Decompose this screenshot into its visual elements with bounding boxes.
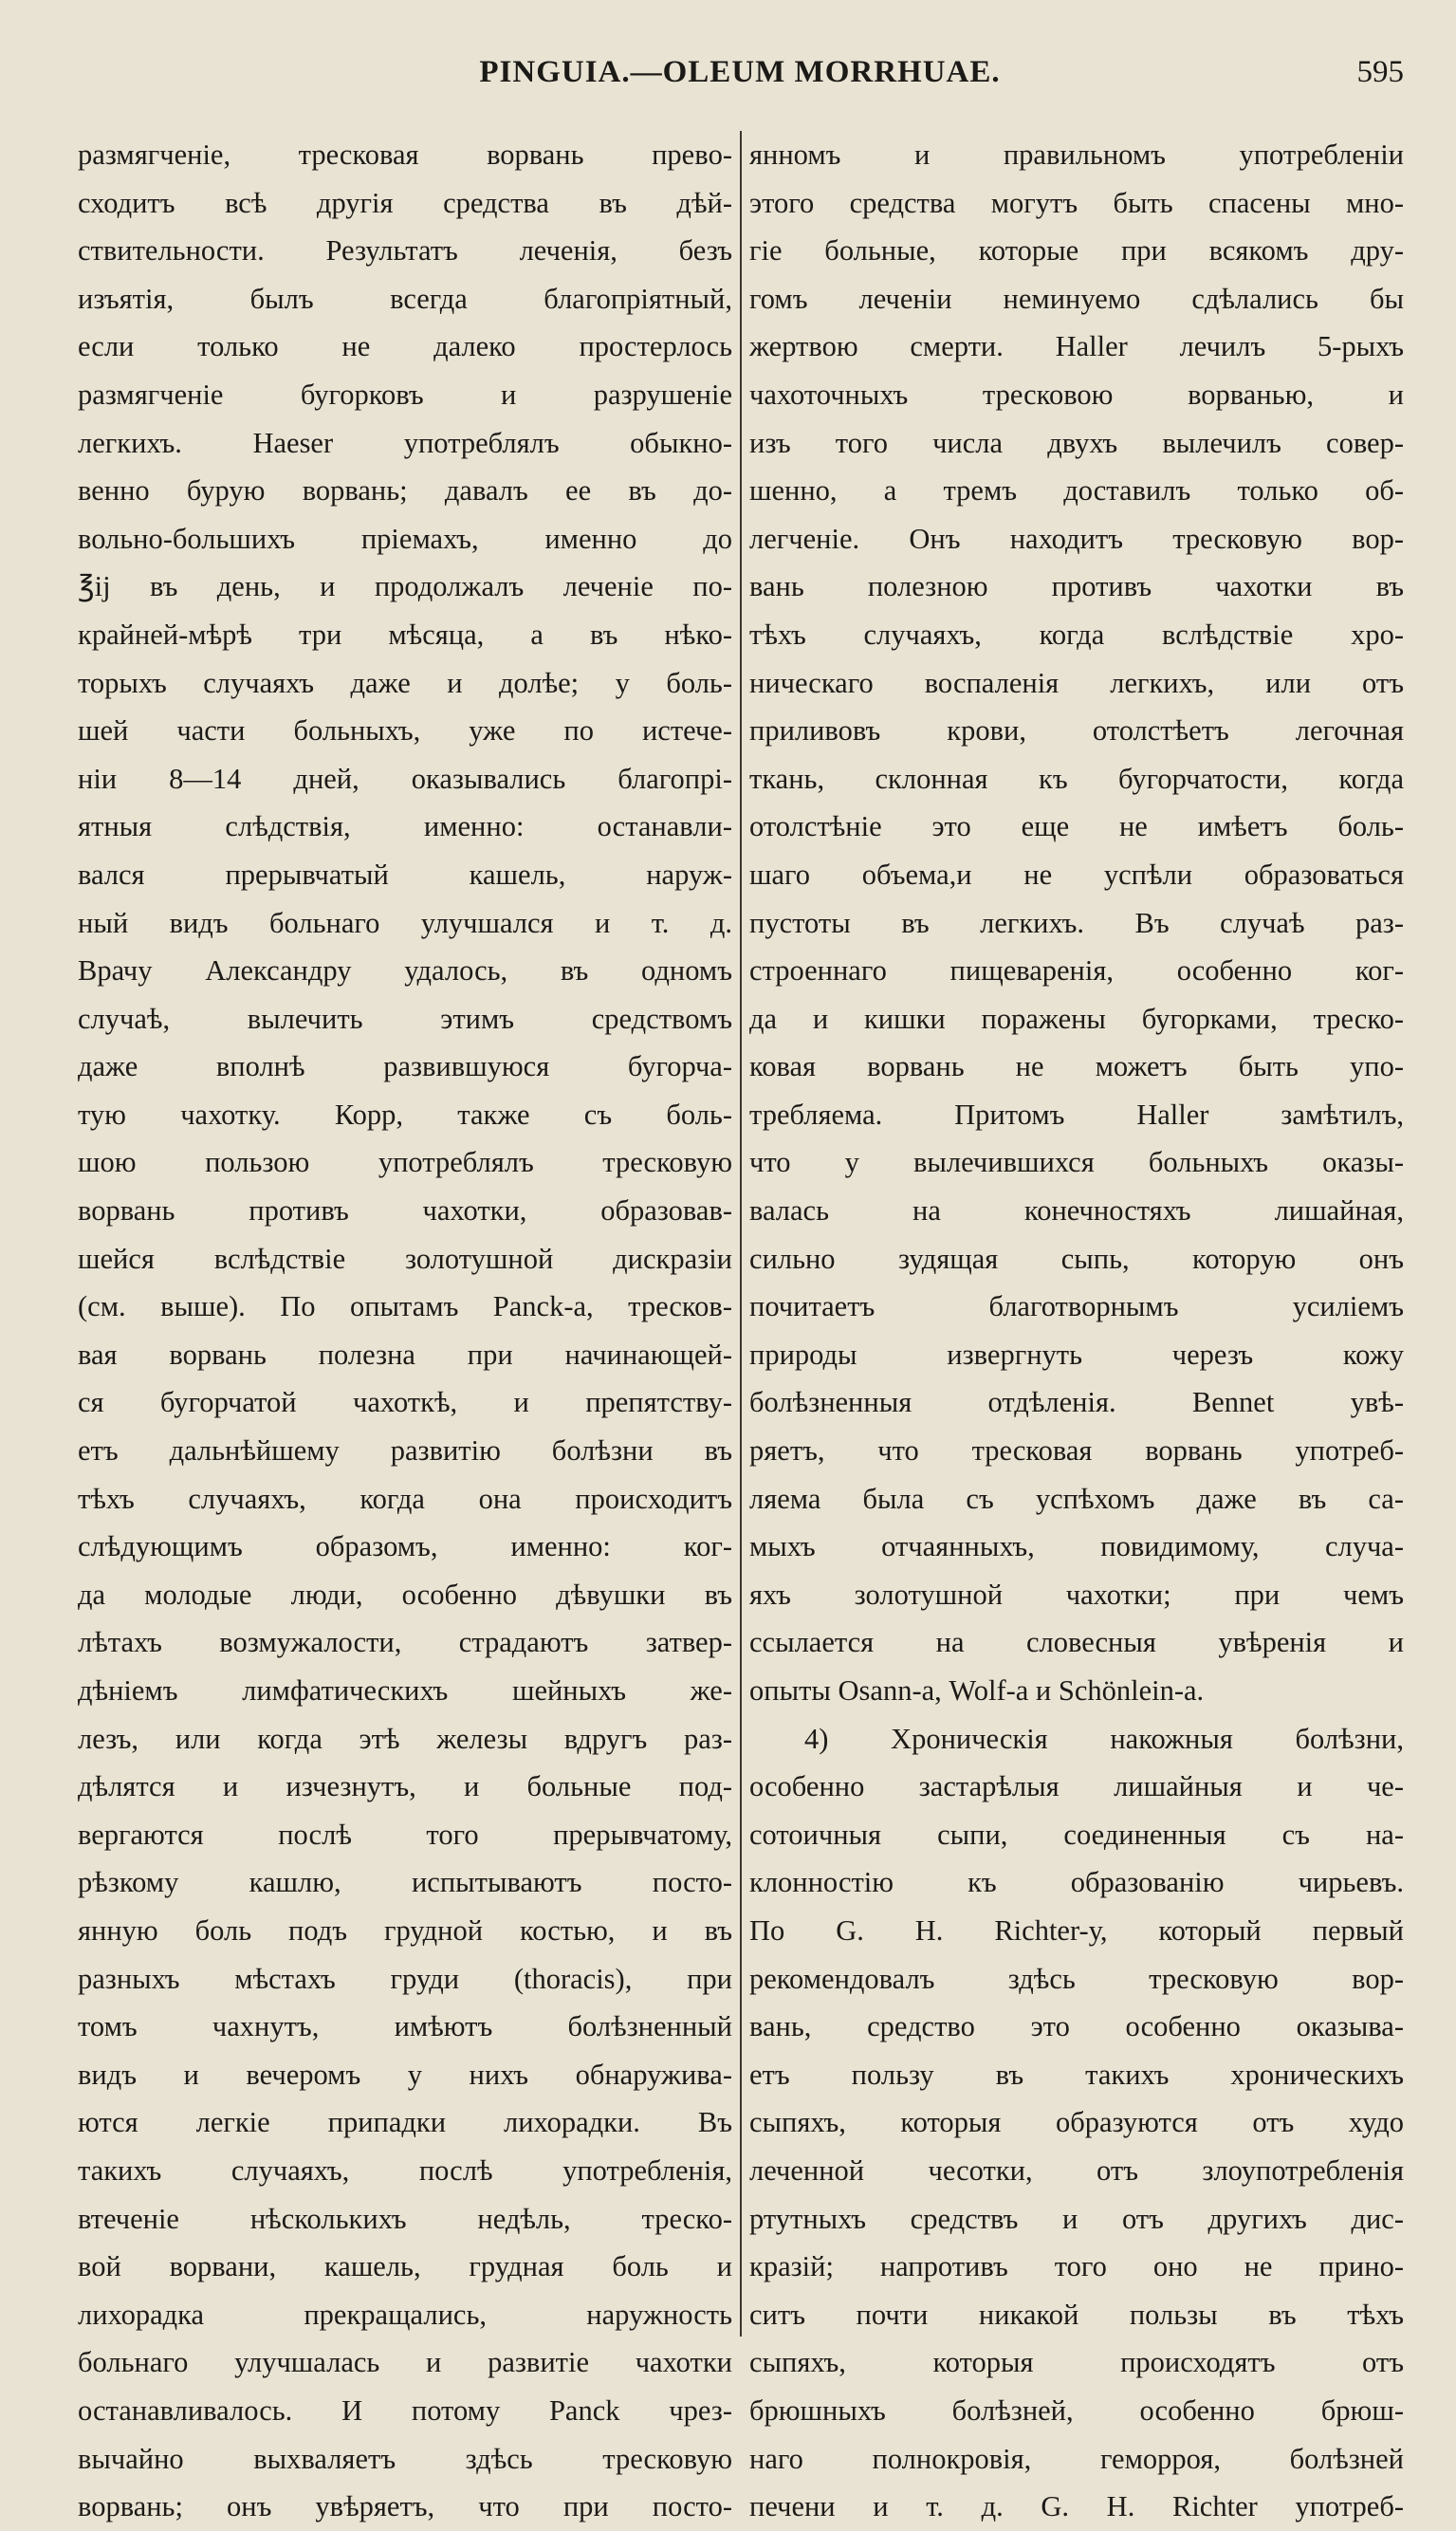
text-line: сильно зудящая сыпь, которую онъ xyxy=(749,1242,1404,1275)
text-line: размягченіе, тресковая ворвань превo- xyxy=(78,139,732,171)
text-line: шою пользою употреблялъ тресковую xyxy=(78,1146,732,1179)
text-line: опыты Osann-а, Wolf-а и Schönlein-а. xyxy=(749,1674,1205,1707)
right-text-column xyxy=(749,131,1404,2531)
text-line: янную боль подъ грудной костью, и въ xyxy=(78,1913,732,1947)
text-line: изъятія, былъ всегда благопріятный, xyxy=(78,282,732,315)
text-line: гіе больные, которые при всякомъ дру- xyxy=(749,234,1404,268)
text-line: По G. H. Richter-у, который первый xyxy=(749,1913,1404,1947)
text-line: что у вылечившихся больныхъ оказы- xyxy=(749,1146,1404,1179)
text-line: гомъ леченіи неминуемо сдѣлались бы xyxy=(749,282,1404,315)
text-line: етъ дальнѣйшему развитію болѣзни въ xyxy=(78,1434,732,1468)
text-line: ткань, склонная къ бугорчатости, когда xyxy=(749,762,1404,795)
text-line: шей части больныхъ, уже по истече- xyxy=(78,714,732,748)
text-line: изъ того числа двухъ вылечилъ совер- xyxy=(749,426,1404,459)
text-line: мыхъ отчаянныхъ, повидимому, случа- xyxy=(749,1530,1404,1563)
text-line: лѣтахъ возмужалости, страдаютъ затвер- xyxy=(78,1626,732,1659)
text-line: шаго объема,и не успѣли образоваться xyxy=(749,858,1404,891)
text-line: тѣхъ случаяхъ, когда вслѣдствіе хро- xyxy=(749,618,1404,651)
text-line: крайней-мѣрѣ три мѣсяца, а въ нѣко- xyxy=(78,618,732,651)
text-line: да и кишки поражены бугорками, треско- xyxy=(749,1002,1404,1035)
text-line: леченной чесотки, отъ злоупотребленія xyxy=(749,2153,1404,2187)
text-line: (см. выше). По опытамъ Panck-а, тресков- xyxy=(78,1290,732,1323)
text-line: ℥ij въ день, и продолжалъ леченіе по- xyxy=(78,570,732,603)
text-line: сыпяхъ, которыя образуются отъ худо xyxy=(749,2106,1404,2139)
text-line: вался прерывчатый кашель, наруж- xyxy=(78,858,732,891)
text-line: видъ и вечеромъ у нихъ обнаружива- xyxy=(78,2058,732,2091)
text-line: наго полнокровія, геморроя, болѣзней xyxy=(749,2442,1404,2475)
text-line: етъ пользу въ такихъ хроническихъ xyxy=(749,2058,1404,2091)
text-line: вань полезною противъ чахотки въ xyxy=(749,570,1404,603)
text-line: вольно-большихъ пріемахъ, именно до xyxy=(78,522,732,555)
text-line: случаѣ, вылечить этимъ средствомъ xyxy=(78,1002,732,1035)
text-line: лихорадка прекращались, наружность xyxy=(78,2298,732,2331)
column-divider xyxy=(740,131,742,2337)
text-line: ртутныхъ средствъ и отъ другихъ дис- xyxy=(749,2202,1404,2235)
text-line: вой ворвани, кашель, грудная боль и xyxy=(78,2250,732,2283)
text-line: этого средства могутъ быть спасены мно- xyxy=(749,186,1404,219)
text-line: пустоты въ легкихъ. Въ случаѣ раз- xyxy=(749,906,1404,939)
text-line: вергаются послѣ того прерывчатому, xyxy=(78,1818,732,1851)
text-line: строеннаго пищеваренія, особенно ког- xyxy=(749,954,1404,988)
text-line: ническаго воспаленія легкихъ, или отъ xyxy=(749,666,1404,699)
text-line: такихъ случаяхъ, послѣ употребленія, xyxy=(78,2153,732,2187)
text-line: ствительности. Результатъ леченія, безъ xyxy=(78,234,732,268)
text-line: шенно, а тремъ доставилъ только об- xyxy=(749,474,1404,508)
text-line: 4) Хроническія накожныя болѣзни, xyxy=(804,1722,1404,1755)
text-line: слѣдующимъ образомъ, именно: ког- xyxy=(78,1530,732,1563)
text-line: ворвань противъ чахотки, образовав- xyxy=(78,1194,732,1228)
text-line: торыхъ случаяхъ даже и долѣе; у боль- xyxy=(78,666,732,699)
text-line: ковая ворвань не можетъ быть упо- xyxy=(749,1050,1404,1083)
text-line: легченіе. Онъ находитъ тресковую вор- xyxy=(749,522,1404,555)
text-line: ситъ почти никакой пользы въ тѣхъ xyxy=(749,2298,1404,2331)
text-line: яхъ золотушной чахотки; при чемъ xyxy=(749,1578,1404,1611)
text-line: разныхъ мѣстахъ груди (thoracis), при xyxy=(78,1962,732,1995)
text-line: ются легкіе припадки лихорадки. Въ xyxy=(78,2106,732,2139)
text-line: приливовъ крови, отолстѣетъ легочная xyxy=(749,714,1404,748)
running-header xyxy=(0,55,1456,102)
text-line: лезъ, или когда этѣ железы вдругъ раз- xyxy=(78,1722,732,1755)
text-line: ворвань; онъ увѣряетъ, что при посто- xyxy=(78,2490,732,2523)
header-title: PINGUIA.—OLEUM MORRHUAE. xyxy=(479,55,1001,89)
text-line: втеченіе нѣсколькихъ недѣль, треско- xyxy=(78,2202,732,2235)
text-line: кразій; напротивъ того оно не прино- xyxy=(749,2250,1404,2283)
text-line: ссылается на словесныя увѣренія и xyxy=(749,1626,1404,1659)
text-line: почитаетъ благотворнымъ усиліемъ xyxy=(749,1290,1404,1323)
text-line: ный видъ больнаго улучшался и т. д. xyxy=(78,906,732,939)
page-number: 595 xyxy=(1356,55,1404,89)
text-line: рѣзкому кашлю, испытываютъ посто- xyxy=(78,1866,732,1899)
text-line: валась на конечностяхъ лишайная, xyxy=(749,1194,1404,1228)
text-line: дѣлятся и изчезнутъ, и больные под- xyxy=(78,1770,732,1803)
text-line: размягченіе бугорковъ и разрушеніе xyxy=(78,378,732,411)
text-line: ніи 8—14 дней, оказывались благопрі- xyxy=(78,762,732,795)
text-line: жертвою смерти. Haller лечилъ 5-рыхъ xyxy=(749,330,1404,363)
text-line: останавливалось. И потому Panck чрез- xyxy=(78,2393,732,2427)
text-line: легкихъ. Haeser употреблялъ обыкно- xyxy=(78,426,732,459)
text-line: болѣзненныя отдѣленія. Bennet увѣ- xyxy=(749,1386,1404,1419)
text-line: ся бугорчатой чахоткѣ, и препятству- xyxy=(78,1386,732,1419)
text-line: печени и т. д. G. H. Richter употреб- xyxy=(749,2490,1404,2523)
text-line: янномъ и правильномъ употребленіи xyxy=(749,139,1404,171)
text-line: отолстѣніе это еще не имѣетъ боль- xyxy=(749,810,1404,843)
text-line: сыпяхъ, которыя происходятъ отъ xyxy=(749,2346,1404,2379)
text-line: брюшныхъ болѣзней, особенно брюш- xyxy=(749,2393,1404,2427)
text-line: Врачу Александру удалось, въ одномъ xyxy=(78,954,732,988)
text-line: венно бурую ворвань; давалъ ее въ до- xyxy=(78,474,732,508)
text-line: шейся вслѣдствіе золотушной дискразіи xyxy=(78,1242,732,1275)
text-line: чахоточныхъ тресковою ворванью, и xyxy=(749,378,1404,411)
text-line: вань, средство это особенно оказыва- xyxy=(749,2010,1404,2043)
text-line: да молодые люди, особенно дѣвушки въ xyxy=(78,1578,732,1611)
text-line: ряетъ, что тресковая ворвань употреб- xyxy=(749,1434,1404,1468)
text-line: тѣхъ случаяхъ, когда она происходитъ xyxy=(78,1482,732,1515)
text-line: вая ворвань полезна при начинающей- xyxy=(78,1338,732,1371)
text-line: вычайно выхваляетъ здѣсь тресковую xyxy=(78,2442,732,2475)
text-line: клонностію къ образованію чирьевъ. xyxy=(749,1866,1404,1899)
text-line: если только не далеко простерлось xyxy=(78,330,732,363)
text-line: ляема была съ успѣхомъ даже въ са- xyxy=(749,1482,1404,1515)
left-text-column xyxy=(78,131,732,2531)
text-line: особенно застарѣлыя лишайныя и че- xyxy=(749,1770,1404,1803)
text-line: томъ чахнутъ, имѣютъ болѣзненный xyxy=(78,2010,732,2043)
text-line: дѣніемъ лимфатическихъ шейныхъ же- xyxy=(78,1674,732,1707)
text-line: природы извергнуть черезъ кожу xyxy=(749,1338,1404,1371)
text-line: сотоичныя сыпи, соединенныя съ на- xyxy=(749,1818,1404,1851)
text-line: тую чахотку. Корр, также съ боль- xyxy=(78,1098,732,1131)
text-line: больнаго улучшалась и развитіе чахотки xyxy=(78,2346,732,2379)
text-line: рекомендовалъ здѣсь тресковую вор- xyxy=(749,1962,1404,1995)
text-line: даже вполнѣ развившуюся бугорча- xyxy=(78,1050,732,1083)
text-line: сходитъ всѣ другія средства въ дѣй- xyxy=(78,186,732,219)
text-line: ятныя слѣдствія, именно: останавли- xyxy=(78,810,732,843)
text-line: требляема. Притомъ Haller замѣтилъ, xyxy=(749,1098,1404,1131)
